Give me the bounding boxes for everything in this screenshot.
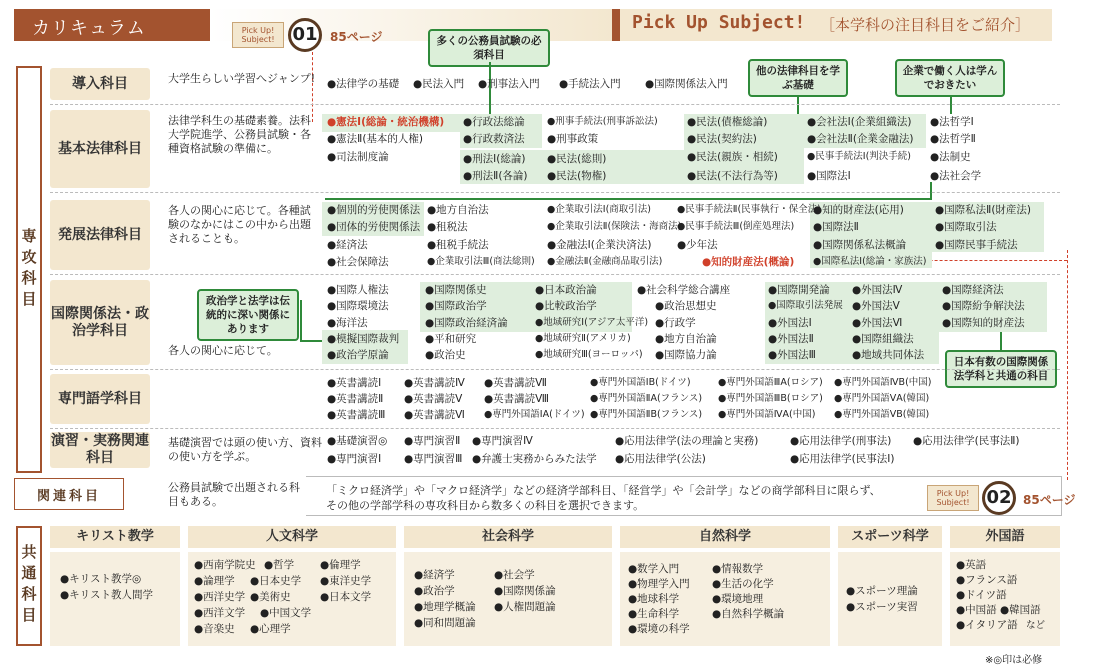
- course: ●行政法総論: [463, 116, 525, 128]
- course: ●国際関係私法概論: [813, 239, 907, 251]
- course: ●キリスト教学◎: [60, 573, 142, 585]
- common-header: キリスト教学: [50, 526, 180, 548]
- course: ●西洋史学: [194, 591, 246, 603]
- tag-line1: Pick Up!: [241, 26, 275, 35]
- course: ●政治学原論: [327, 349, 389, 361]
- course: ●民法入門: [413, 78, 465, 90]
- course: ●韓国語: [1000, 604, 1041, 616]
- course: ●国際法Ⅰ: [807, 170, 851, 182]
- related-label: 関連科目: [14, 478, 124, 510]
- course: ●社会科学総合講座: [637, 284, 731, 296]
- course: ●租税手続法: [427, 239, 489, 251]
- course: ●民法(親族・相続): [687, 151, 778, 163]
- course: ●地球科学: [628, 593, 680, 605]
- callout-basis: 他の法律科目を学ぶ基礎: [748, 59, 848, 97]
- course: ●イタリア語: [956, 619, 1018, 631]
- course: ●数学入門: [628, 563, 680, 575]
- row-basic-law: [50, 110, 1060, 188]
- course: ●刑法Ⅰ(総論): [463, 153, 526, 165]
- course: ●英書講読Ⅲ: [327, 409, 386, 421]
- course: ●心理学: [250, 623, 291, 635]
- course: ●日本史学: [250, 575, 302, 587]
- course: ●平和研究: [425, 333, 477, 345]
- course: ●海洋法: [327, 317, 368, 329]
- course: ●法哲学Ⅰ: [930, 116, 974, 128]
- pickup01-number[interactable]: 01: [288, 18, 322, 52]
- related-desc: 公務員試験で出題される科目もある。: [168, 481, 300, 508]
- pickup-header: [612, 9, 1052, 41]
- course: ●企業取引法Ⅰ(商取引法): [547, 204, 652, 215]
- tag-line1: Pick Up!: [936, 489, 970, 498]
- common-box: [404, 552, 612, 646]
- course: ●フランス語: [956, 574, 1018, 586]
- course: ●国際法Ⅱ: [813, 221, 859, 233]
- course: ●比較政治学: [535, 300, 597, 312]
- category-desc: 基礎演習では頭の使い方、資料の使い方を学ぶ。: [168, 436, 322, 463]
- course: ●外国法Ⅲ: [768, 349, 816, 361]
- row-seminar: [50, 432, 1060, 468]
- course: ●社会保障法: [327, 256, 389, 268]
- course: ●専門演習Ⅳ: [472, 435, 533, 447]
- course: ●地方自治論: [655, 333, 717, 345]
- course: ●西洋文学: [194, 607, 246, 619]
- course: ●専門外国語ⅤB(韓国): [834, 409, 930, 420]
- course: ●中国文学: [260, 607, 312, 619]
- course: ●音楽史: [194, 623, 235, 635]
- course: ●政治史: [425, 349, 466, 361]
- course: ●英書講読Ⅴ: [404, 393, 463, 405]
- course: ●専門外国語ⅡB(フランス): [590, 409, 703, 420]
- course: ●民事手続法Ⅲ(倒産処理法): [677, 221, 795, 232]
- course: ●英書講読Ⅷ: [484, 393, 549, 405]
- course: ●外国法Ⅱ: [768, 333, 814, 345]
- row-languages: [50, 374, 1060, 424]
- course: ●哲学: [264, 559, 295, 571]
- related-text-1: 「ミクロ経済学」や「マクロ経済学」などの経済学部科目、「経営学」や「会計学」などの商学部科目に限らず、: [326, 484, 881, 497]
- common-box: [838, 552, 942, 646]
- course: ●国際経済法: [942, 284, 1004, 296]
- row-intl-politics: [50, 280, 1060, 365]
- category-desc: 各人の関心に応じて。: [168, 344, 278, 357]
- course: ●応用法律学(民事法Ⅱ): [913, 435, 1020, 447]
- common-header: 社会科学: [404, 526, 612, 548]
- course: ●国際民事手続法: [935, 239, 1018, 251]
- course: ●行政救済法: [463, 133, 525, 145]
- course: ●日本文学: [320, 591, 372, 603]
- course: ●情報数学: [712, 563, 764, 575]
- pickup-header-sub: ［本学科の注目科目をご紹介］: [820, 16, 1031, 34]
- course: ●政治学: [414, 585, 455, 597]
- course-highlight[interactable]: ●憲法Ⅰ(総論・統治機構): [327, 116, 445, 128]
- course: ●英書講読Ⅱ: [327, 393, 384, 405]
- course: ●論理学: [194, 575, 235, 587]
- course: ●専門演習Ⅱ: [404, 435, 461, 447]
- course: ●刑事政策: [547, 133, 599, 145]
- course: ●西南学院史: [194, 559, 256, 571]
- course: ●民事手続法Ⅰ(判決手続): [807, 151, 912, 162]
- course: ●美術史: [250, 591, 291, 603]
- curriculum-title: カリキュラム: [14, 9, 210, 41]
- category-label: 演習・実務関連科目: [51, 433, 149, 466]
- course: ●地域共同体法: [852, 349, 925, 361]
- course: ●外国法Ⅳ: [852, 284, 903, 296]
- course: ●国際政治学: [425, 300, 487, 312]
- callout-business: 企業で働く人は学んでおきたい: [895, 59, 1005, 97]
- course: ●民法(債権総論): [687, 116, 768, 128]
- course: ●スポーツ実習: [846, 601, 918, 613]
- course: ●応用法律学(刑事法): [790, 435, 892, 447]
- course: ●企業取引法Ⅲ(商法総則): [427, 256, 535, 267]
- course: ●ドイツ語: [956, 589, 1007, 601]
- common-box: [188, 552, 396, 646]
- course: ●企業取引法Ⅱ(保険法・海商法): [547, 221, 682, 232]
- course: ●社会学: [494, 569, 535, 581]
- category-desc: 各人の関心に応じて。各種試験のなかにはこの中から出題されることも。: [168, 204, 311, 245]
- course: ●会社法Ⅱ(企業金融法): [807, 133, 914, 145]
- course: ●国際私法Ⅰ(総論・家族法): [813, 256, 927, 267]
- tag-line2: Subject!: [936, 498, 970, 507]
- course: ●専門外国語ⅣB(中国): [834, 377, 932, 388]
- course: ●刑法Ⅱ(各論): [463, 170, 528, 182]
- course: ●国際開発論: [768, 284, 830, 296]
- course: ●国際環境法: [327, 300, 389, 312]
- related-text-2: その他の学部学科の専攻科目から数多くの科目を選択できます。: [326, 499, 645, 512]
- row-advanced-law: [50, 200, 1060, 270]
- course: ●知的財産法(応用): [813, 204, 904, 216]
- course: ●行政学: [655, 317, 696, 329]
- course: ●個別的労使関係法: [327, 204, 421, 216]
- course: ●民法(不法行為等): [687, 170, 778, 182]
- pickup-header-title: Pick Up Subject!: [632, 12, 806, 33]
- course: ●少年法: [677, 239, 718, 251]
- footnote: ※◎印は必修: [985, 655, 1043, 666]
- course: ●国際協力論: [655, 349, 717, 361]
- course: ●弁護士実務からみた法学: [472, 453, 597, 465]
- category-label: 専門語学科目: [50, 374, 150, 424]
- course: ●模擬国際裁判: [327, 333, 400, 345]
- common-box: [950, 552, 1060, 646]
- common-header: 人文科学: [188, 526, 396, 548]
- course: ●国際人権法: [327, 284, 389, 296]
- common-header: 自然科学: [620, 526, 830, 548]
- course: ●会社法Ⅰ(企業組織法): [807, 116, 912, 128]
- course: ●日本政治論: [535, 284, 597, 296]
- course: ●専門外国語ⅣA(中国): [718, 409, 816, 420]
- course: ●地域研究Ⅱ(アメリカ): [535, 333, 631, 344]
- course: ●英書講読Ⅰ: [327, 377, 382, 389]
- course: ●民法(契約法): [687, 133, 757, 145]
- category-desc: 大学生らしい学習へジャンプ!: [168, 72, 316, 85]
- callout-civil-service: 多くの公務員試験の必須科目: [428, 29, 550, 67]
- course: ●専門外国語ⅠB(ドイツ): [590, 377, 691, 388]
- course: ●英書講読Ⅳ: [404, 377, 465, 389]
- course: ●国際取引法発展: [768, 300, 843, 311]
- course: ●外国法Ⅴ: [852, 300, 900, 312]
- course: ●専門演習Ⅰ: [327, 453, 382, 465]
- category-desc: 法律学科生の基礎素養。法科大学院進学、公務員試験・各種資格試験の準備に。: [168, 114, 311, 155]
- course: ●生活の化学: [712, 578, 774, 590]
- course: ●倫理学: [320, 559, 361, 571]
- pickup02-page[interactable]: 85ページ: [1023, 493, 1076, 507]
- course: ●民事手続法Ⅱ(民事執行・保全法): [677, 204, 821, 215]
- course: ●国際組織法: [852, 333, 914, 345]
- pickup01-page[interactable]: 85ページ: [330, 30, 383, 44]
- course: ●物理学入門: [628, 578, 690, 590]
- course-note: など: [1026, 620, 1046, 631]
- callout-politics: 政治学と法学は伝統的に深い関係にあります: [197, 289, 299, 341]
- course: ●政治思想史: [655, 300, 717, 312]
- course: ●民法(物権): [547, 170, 607, 182]
- course: ●スポーツ理論: [846, 585, 918, 597]
- course: ●国際私法Ⅱ(財産法): [935, 204, 1032, 216]
- course: ●刑事法入門: [478, 78, 540, 90]
- course: ●法制史: [930, 151, 971, 163]
- category-label: 発展法律科目: [50, 200, 150, 270]
- course: ●生命科学: [628, 608, 680, 620]
- course: ●同和問題論: [414, 617, 476, 629]
- course: ●金融法Ⅰ(企業決済法): [547, 239, 652, 251]
- category-label: 導入科目: [50, 68, 150, 100]
- course: ●国際関係論: [494, 585, 556, 597]
- course: ●民法(総則): [547, 153, 607, 165]
- common-box: [620, 552, 830, 646]
- course: ●刑事手続法(刑事訴訟法): [547, 116, 658, 127]
- course: ●応用法律学(民事法Ⅰ): [790, 453, 895, 465]
- course: ●国際政治経済論: [425, 317, 508, 329]
- pickup01-tag: [232, 22, 284, 48]
- course: ●応用法律学(公法): [615, 453, 706, 465]
- course: ●人権問題論: [494, 601, 556, 613]
- category-label: 基本法律科目: [50, 110, 150, 188]
- course: ●自然科学概論: [712, 608, 785, 620]
- course: ●専門外国語ⅡA(フランス): [590, 393, 703, 404]
- course: ●専門外国語ⅤA(韓国): [834, 393, 930, 404]
- course-highlight[interactable]: ●知的財産法(概論): [702, 256, 795, 268]
- course: ●環境の科学: [628, 623, 690, 635]
- course: ●地域研究Ⅲ(ヨーロッパ): [535, 349, 643, 360]
- course: ●基礎演習◎: [327, 435, 388, 447]
- course: ●専門外国語ⅢA(ロシア): [718, 377, 823, 388]
- common-header: スポーツ科学: [838, 526, 942, 548]
- course: ●憲法Ⅱ(基本的人権): [327, 133, 424, 145]
- course: ●国際取引法: [935, 221, 997, 233]
- row-intro: [50, 68, 1060, 100]
- course: ●東洋史学: [320, 575, 372, 587]
- pickup02-number[interactable]: 02: [982, 481, 1016, 515]
- course: ●地方自治法: [427, 204, 489, 216]
- course: ●英語: [956, 559, 987, 571]
- course: ●国際関係法入門: [645, 78, 728, 90]
- course: ●応用法律学(法の理論と実務): [615, 435, 759, 447]
- course: ●租税法: [427, 221, 468, 233]
- common-sidebar: 共通科目: [16, 526, 42, 646]
- course: ●地理学概論: [414, 601, 476, 613]
- course: ●国際関係史: [425, 284, 487, 296]
- course: ●外国法Ⅵ: [852, 317, 903, 329]
- course: ●国際知的財産法: [942, 317, 1025, 329]
- course: ●手続法入門: [559, 78, 621, 90]
- category-label: 国際関係法・政治学科目: [50, 280, 150, 365]
- course: ●中国語: [956, 604, 997, 616]
- course: ●法哲学Ⅱ: [930, 133, 976, 145]
- course: ●法社会学: [930, 170, 982, 182]
- course: ●英書講読Ⅶ: [484, 377, 547, 389]
- course: ●専門演習Ⅲ: [404, 453, 463, 465]
- course: ●経済法: [327, 239, 368, 251]
- major-sidebar: 専攻科目: [16, 66, 42, 473]
- course: ●環境地理: [712, 593, 764, 605]
- course: ●英書講読Ⅵ: [404, 409, 465, 421]
- course: ●団体的労使関係法: [327, 221, 421, 233]
- common-box: [50, 552, 180, 646]
- course: ●地域研究Ⅰ(アジア太平洋): [535, 317, 649, 328]
- course: ●法律学の基礎: [327, 78, 400, 90]
- course: ●外国法Ⅰ: [768, 317, 812, 329]
- tag-line2: Subject!: [241, 35, 275, 44]
- course: ●経済学: [414, 569, 455, 581]
- course: ●キリスト教人間学: [60, 589, 153, 601]
- course: ●司法制度論: [327, 151, 389, 163]
- course: ●国際紛争解決法: [942, 300, 1025, 312]
- course: ●専門外国語ⅠA(ドイツ): [484, 409, 585, 420]
- common-header: 外国語: [950, 526, 1060, 548]
- callout-intl: 日本有数の国際関係法学科と共通の科目: [945, 350, 1057, 388]
- pickup02-tag: [927, 485, 979, 511]
- pickup02-line: [1067, 250, 1068, 480]
- course: ●金融法Ⅱ(金融商品取引法): [547, 256, 663, 267]
- course: ●専門外国語ⅢB(ロシア): [718, 393, 823, 404]
